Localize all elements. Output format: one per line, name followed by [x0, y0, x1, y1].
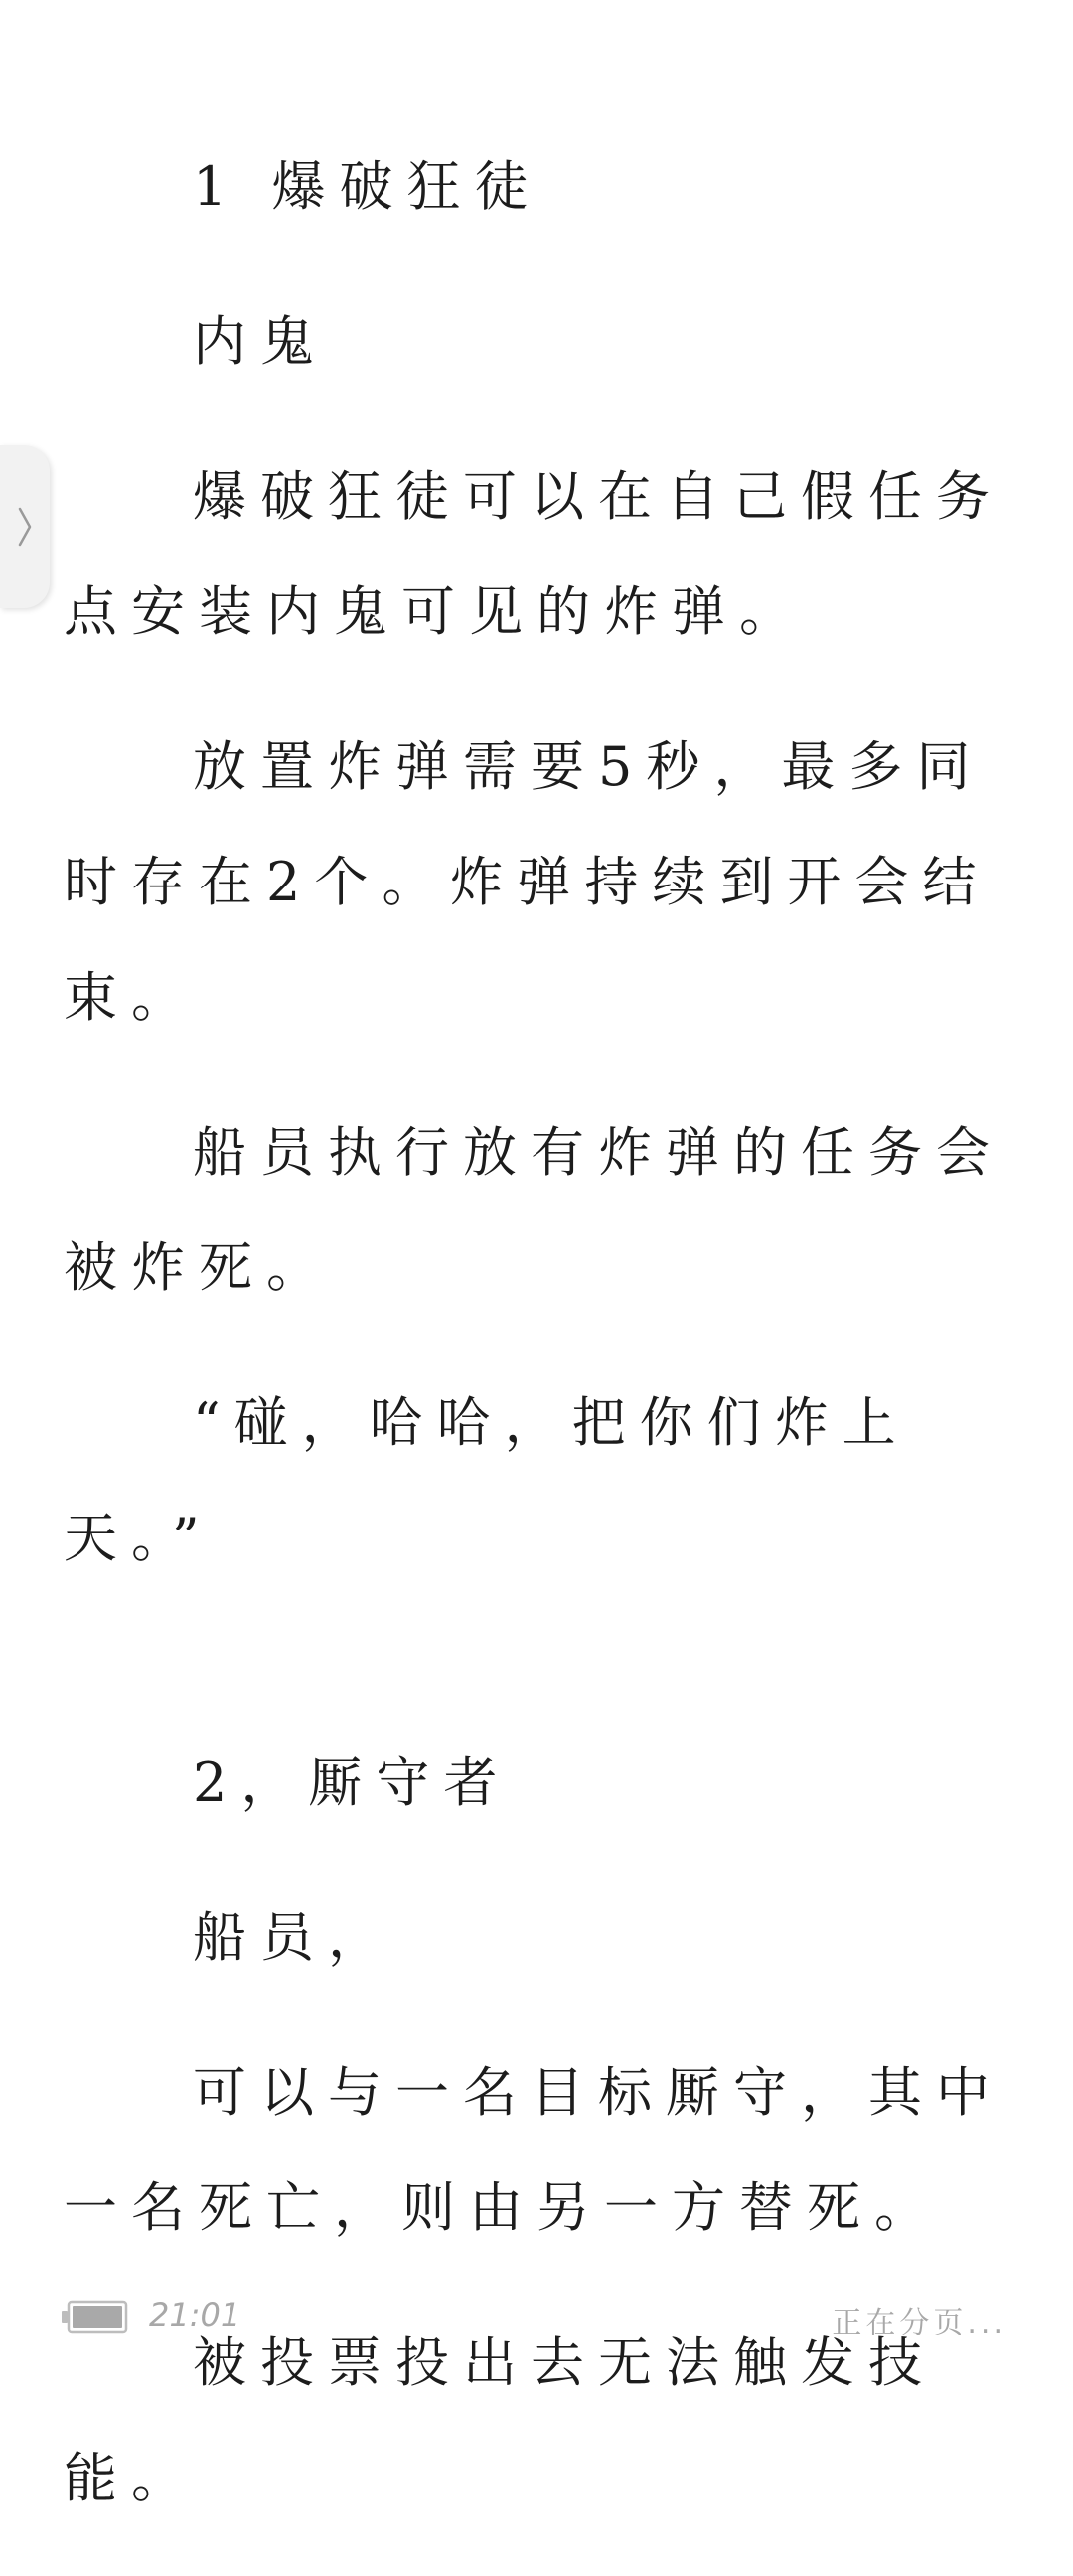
paragraph-3: 爆破狂徒可以在自己假任务点安装内鬼可见的炸弹。 — [64, 465, 1003, 643]
side-menu-tab[interactable] — [0, 445, 50, 608]
clock-time: 21:01 — [149, 2296, 241, 2334]
paragraph-9: 船员， — [193, 1906, 395, 1969]
paragraph-6: “碰，哈哈，把你们炸上天。” — [64, 1391, 910, 1569]
paragraph-4: 放置炸弹需要5秒，最多同时存在2个。炸弹持续到开会结束。 — [64, 735, 991, 1029]
chevron-right-icon — [16, 505, 34, 549]
paragraph-8: 2，厮守者 — [193, 1751, 512, 1814]
reader-status-bar — [0, 2286, 1073, 2345]
blank-line — [64, 1636, 1007, 1725]
reader-content — [64, 129, 1007, 2576]
paragraph-2: 内鬼 — [193, 310, 328, 373]
paragraph-5: 船员执行放有炸弹的任务会被炸死。 — [64, 1121, 1003, 1299]
paragraph-10: 可以与一名目标厮守，其中一名死亡，则由另一方替死。 — [64, 2061, 1003, 2239]
paragraph-1: 1 爆破狂徒 — [193, 155, 542, 218]
paragraph-11: 被投票投出去无法触发技能。 — [64, 2332, 936, 2509]
paging-status: 正在分页... — [832, 2306, 1007, 2340]
battery-icon — [62, 2300, 129, 2334]
